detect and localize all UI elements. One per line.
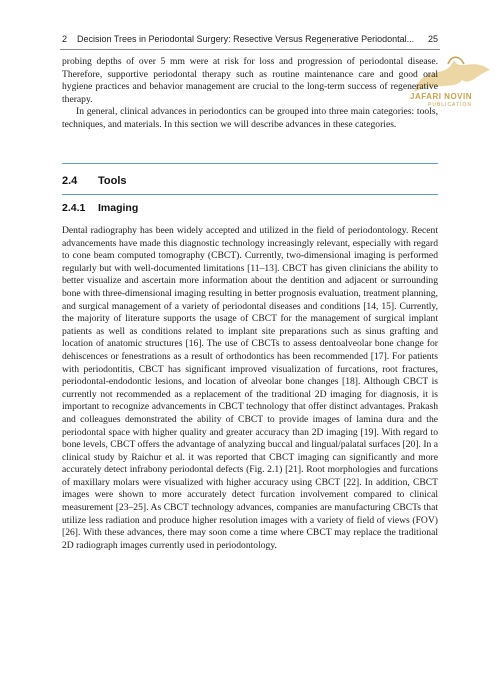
imaging-paragraph: Dental radiography has been widely accepted and utilized in the field of periodontology. Recent advancements have made this diagnostic technology increasingly relevant, especially with regard to cone beam computed tomography (CBCT). Currently, two-dimensional imaging is performed regularly but with well-documented limitations [11–13]. CBCT has given clinicians the ability to better visualize and ascertain more information about the dentition and adjacent or surrounding bone with three-dimensional imaging resulting in better prognosis evaluation, treatment planning, and surgical management of a variety of periodontal diseases and conditions [14, 15]. Currently, the majority of literature supports the usage of CBCT for the management of surgical implant patients as well as conditions related to implant site preparations such as sinus grafting and location of anatomic structures [16]. The use of CBCTs to assess dentoalveolar bone change for dehiscences or fenestrations as a result of orthodontics has been recommended [17]. For patients with periodontitis, CBCT has significant improved visualization of furcations, root fractures, periodontal-endodontic lesions, and location of alveolar bone changes [18]. Although CBCT is currently not recommended as a replacement of the traditional 2D imaging for diagnosis, it is important to recognize advancements in CBCT technology that offer distinct advantages. Prakash and colleagues demonstrated the ability of CBCT to provide images of lamina dura and the periodontal space with higher quality and greater accuracy than 2D imaging [19]. With regard to bone levels, CBCT offers the advantage of analyzing buccal and lingual/palatal surfaces [20]. In a clinical study by Raichur et al. it was reported that CBCT imaging can significantly and more accurately detect infrabony periodontal defects (Fig. 2.1) [21]. Root morphologies and furcations of maxillary molars were visualized with higher accuracy using CBCT [22]. In addition, CBCT images were shown to more accurately detect furcation involvement compared to clinical measurement [23–25]. As CBCT technology advances, companies are manufacturing CBCTs that utilize less radiation and produce higher resolution images with a variety of field of views (FOV) [26]. With these advances, there may soon come a time where CBCT may replace the traditional 2D radiograph images currently used in periodontology. bbox=[62, 225, 438, 551]
chapter-number: 2 bbox=[62, 34, 68, 44]
subsection-heading bbox=[62, 202, 138, 214]
section-heading bbox=[62, 175, 127, 187]
watermark-name: JAFARI NOVIN bbox=[410, 92, 473, 101]
imaging-text bbox=[62, 225, 438, 552]
page-number: 25 bbox=[427, 34, 438, 44]
intro-paragraph: probing depths of over 5 mm were at risk for loss and progression of periodontal disease. Therefore, supportive periodontal therapy such as routine maintenance care and good oral hygiene practices and behavior management are crucial to the long-term success of regenerative therapy. bbox=[62, 56, 438, 105]
subsection-title: Imaging bbox=[98, 202, 139, 214]
section-number: 2.4 bbox=[62, 175, 78, 187]
watermark-sub: PUBLICATION bbox=[428, 102, 472, 108]
chapter-title: Decision Trees in Periodontal Surgery: Resective Versus Regenerative Periodontal... bbox=[77, 34, 415, 44]
running-header bbox=[62, 34, 438, 48]
section-rule-bottom bbox=[62, 194, 438, 195]
section-rule-top bbox=[62, 163, 438, 164]
intro-paragraph: In general, clinical advances in periodontics can be grouped into three main categories: tools, techniques, and materials. In this section we will describe advances in these categories. bbox=[62, 106, 438, 130]
subsection-number: 2.4.1 bbox=[62, 202, 86, 214]
intro-text bbox=[62, 56, 438, 132]
header-rule bbox=[60, 49, 440, 50]
section-title: Tools bbox=[98, 175, 127, 187]
